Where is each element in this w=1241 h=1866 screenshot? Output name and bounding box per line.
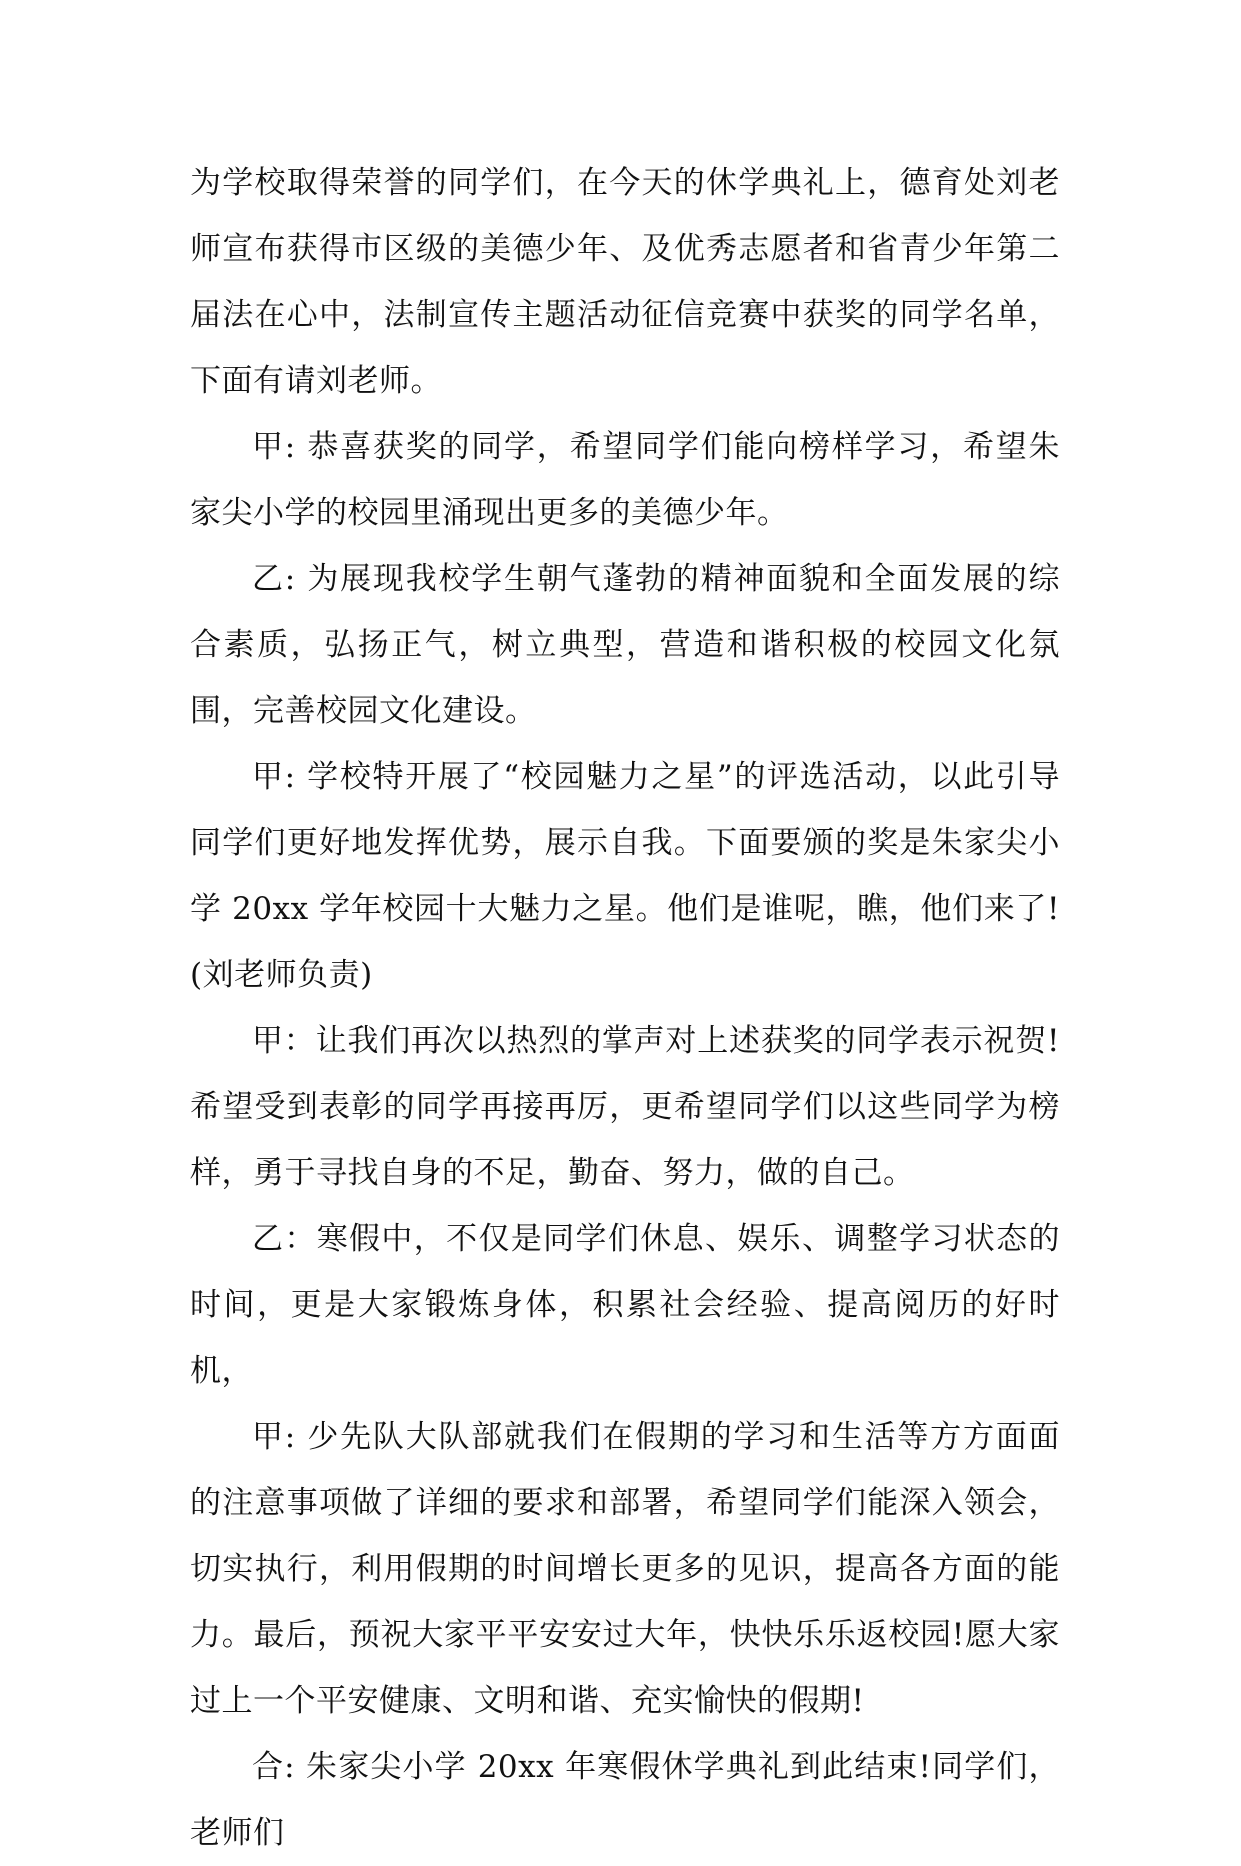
paragraph-yi-campus-culture: 乙: 为展现我校学生朝气蓬勃的精神面貌和全面发展的综合素质，弘扬正气，树立典型，营造和谐积极的校园文化氛围，完善校园文化建设。 xyxy=(190,561,1060,729)
paragraph-he-closing: 合: 朱家尖小学 20xx 年寒假休学典礼到此结束!同学们，老师们 xyxy=(190,1749,1060,1851)
paragraph-jia-charm-star: 甲: 学校特开展了“校园魅力之星”的评选活动，以此引导同学们更好地发挥优势，展示自我。下面要颁的奖是朱家尖小学 20xx 学年校园十大魅力之星。他们是谁呢，瞧，他们来了!(刘老师负责) xyxy=(190,759,1060,993)
paragraph-jia-vacation-requirements: 甲: 少先队大队部就我们在假期的学习和生活等方方面面的注意事项做了详细的要求和部署，希望同学们能深入领会，切实执行，利用假期的时间增长更多的见识，提高各方面的能力。最后，预祝大家平平安安过大年，快快乐乐返校园!愿大家过上一个平安健康、文明和谐、充实愉快的假期! xyxy=(190,1419,1060,1719)
document-body xyxy=(190,150,1060,1866)
paragraph-yi-winter-break: 乙：寒假中，不仅是同学们休息、娱乐、调整学习状态的时间，更是大家锻炼身体，积累社会经验、提高阅历的好时机， xyxy=(190,1221,1060,1389)
paragraph-jia-applause: 甲：让我们再次以热烈的掌声对上述获奖的同学表示祝贺!希望受到表彰的同学再接再厉，更希望同学们以这些同学为榜样，勇于寻找自身的不足，勤奋、努力，做的自己。 xyxy=(190,1023,1060,1191)
paragraph-intro: 为学校取得荣誉的同学们，在今天的休学典礼上，德育处刘老师宣布获得市区级的美德少年、及优秀志愿者和省青少年第二届法在心中，法制宣传主题活动征信竞赛中获奖的同学名单，下面有请刘老师。 xyxy=(190,165,1060,399)
paragraph-jia-congratulations: 甲: 恭喜获奖的同学，希望同学们能向榜样学习，希望朱家尖小学的校园里涌现出更多的美德少年。 xyxy=(190,429,1060,531)
